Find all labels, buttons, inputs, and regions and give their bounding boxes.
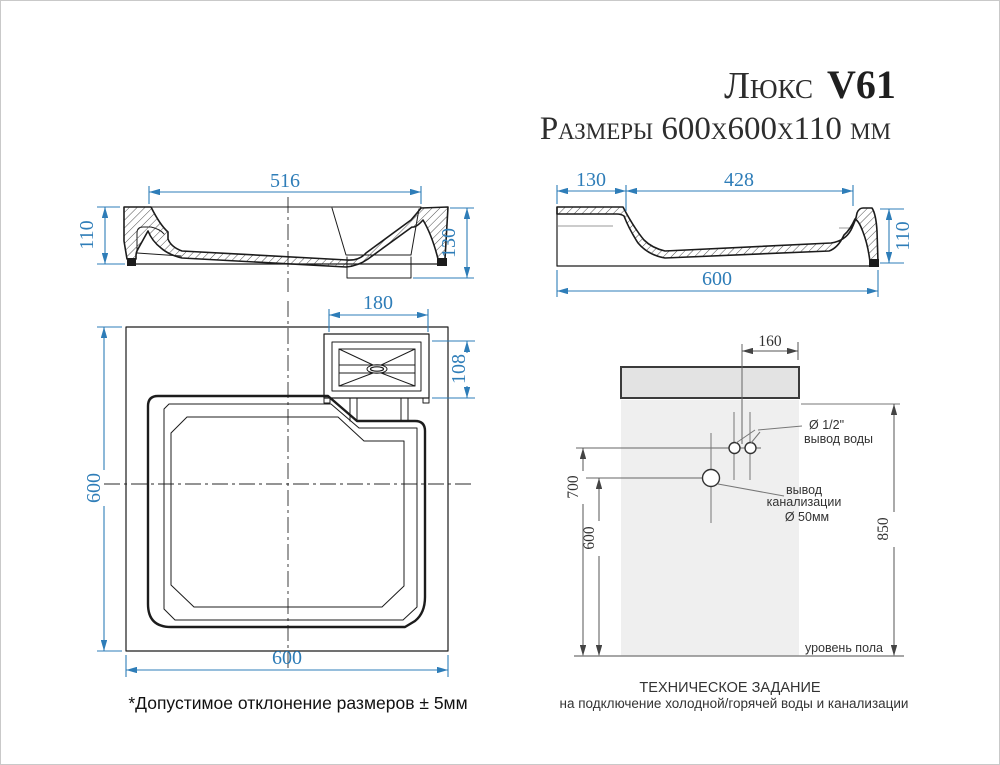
installation-diagram xyxy=(560,333,909,711)
tap-deck-envelope-pattern xyxy=(339,349,415,386)
top-view-under-deck-edges xyxy=(350,398,408,421)
dim-side-deck-width: 130 xyxy=(576,169,606,191)
dim-install-water-height: 700 xyxy=(565,475,582,499)
model-code: V61 xyxy=(827,62,896,107)
model-name: Люкс xyxy=(724,65,813,107)
tap-deck xyxy=(324,334,429,403)
dim-install-drain-height: 600 xyxy=(581,526,598,550)
dim-side-basin-width: 428 xyxy=(724,169,754,191)
side-right-foot xyxy=(869,259,879,267)
top-view-basin-inner-edge xyxy=(164,404,417,620)
dim-top-depth-left: 600 xyxy=(83,473,105,503)
technical-drawing xyxy=(1,1,999,764)
water-outlet-label: вывод воды xyxy=(804,432,874,446)
side-section-view xyxy=(557,169,914,297)
wall-shadow xyxy=(621,400,799,656)
drain-outlet-label-line1: вывод xyxy=(785,483,823,497)
dim-top-width-bottom: 600 xyxy=(272,647,302,669)
tap-deck-tab-right xyxy=(423,398,429,403)
dim-tap-deck-width: 180 xyxy=(363,292,393,314)
dim-side-height-right: 110 xyxy=(892,221,914,251)
sink-outline xyxy=(621,367,799,398)
dim-front-width-top: 516 xyxy=(270,170,300,192)
side-shell-section xyxy=(557,207,878,262)
water-outlet-right xyxy=(745,443,756,454)
caption-title: ТЕХНИЧЕСКОЕ ЗАДАНИЕ xyxy=(639,680,821,696)
dim-tap-deck-depth: 108 xyxy=(448,354,470,384)
top-view-basin-rim xyxy=(148,396,425,627)
dim-install-total-height: 850 xyxy=(875,517,892,541)
water-outlet-left xyxy=(729,443,740,454)
tap-deck-outer xyxy=(324,334,429,398)
overflow-slot xyxy=(371,367,384,371)
floor-level-label: уровень пола xyxy=(804,641,883,655)
dimensions-line: Размеры 600x600x110 мм xyxy=(539,111,891,147)
front-section-view xyxy=(76,170,474,292)
top-view-outer-square xyxy=(126,327,448,651)
front-left-foot xyxy=(127,258,136,266)
top-view-basin-floor-edge xyxy=(171,417,404,607)
side-dimensions xyxy=(557,169,914,297)
front-shell-section xyxy=(124,207,448,267)
tolerance-note: *Допустимое отклонение размеров ± 5мм xyxy=(128,693,468,713)
drain-outlet xyxy=(703,470,720,487)
drain-outlet-label-line2: канализации xyxy=(766,495,842,509)
dim-side-width-bottom: 600 xyxy=(702,268,732,290)
dim-install-offset-top: 160 xyxy=(758,333,782,350)
water-diameter-label: Ø 1/2" xyxy=(809,418,845,432)
top-view xyxy=(83,292,475,677)
dim-front-height-right: 130 xyxy=(438,228,460,258)
front-right-foot xyxy=(437,258,447,266)
tap-deck-tab-left xyxy=(324,398,330,403)
drain-diameter-label: Ø 50мм xyxy=(784,510,830,524)
title-block xyxy=(540,62,896,147)
dim-front-height-left: 110 xyxy=(76,220,98,250)
caption-subtitle: на подключение холодной/горячей воды и канализации xyxy=(559,696,909,711)
